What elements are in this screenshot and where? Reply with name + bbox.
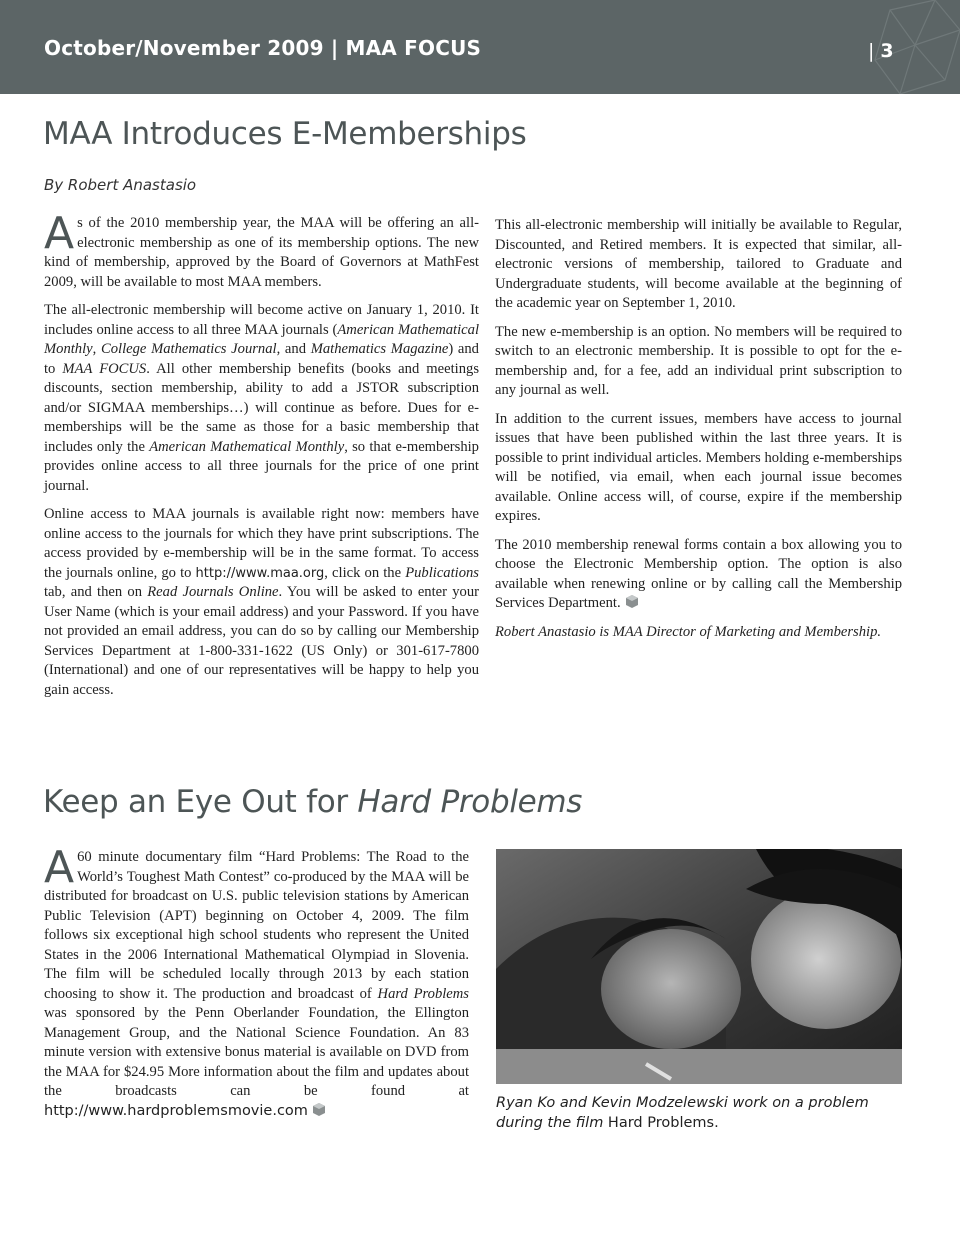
end-of-article-icon [625, 595, 639, 608]
paragraph-text: tab, and then on [44, 584, 148, 600]
article1-paragraph: In addition to the current issues, members have access to journal issues that have been published within the last three years. It is possible to print individual articles. Members holding e-memberships will be notified, via email, when each journal issue becomes available. Online access will, of course, expire if the membership expires. [495, 410, 902, 524]
article1-byline: By Robert Anastasio [44, 176, 197, 194]
article1-paragraph [44, 208, 479, 292]
article1-paragraph: This all-electronic membership will initially be available to Regular, Discounted, and Retired members. It is expected that similar, all-electronic versions of membership, tailored to Graduate and Undergraduate students, will become available at the beginning of the academic year on September 1, 2010. [495, 217, 902, 311]
caption-text: Ryan Ko and Kevin Modzelewski work on a problem during the film [496, 1095, 869, 1131]
paragraph-text: The all-electronic membership will become active on January 1, 2010. It includes online access to all three MAA journals ( [44, 302, 479, 338]
paragraph-text: , [92, 341, 101, 357]
journal-title: American Mathematical Monthly [44, 321, 479, 357]
paragraph-text: , so that e-membership provides online access to all three journals for the price of one print journal. [44, 438, 479, 494]
journal-title: American Mathematical Monthly [149, 438, 345, 455]
maa-url-link[interactable]: http://www.maa.org [195, 565, 325, 581]
page-number: 3 [880, 40, 894, 62]
film-url-link[interactable]: http://www.hardproblemsmovie.com [44, 1102, 308, 1119]
dropcap: A [44, 208, 75, 259]
article1-paragraph: The new e-membership is an option. No members will be required to switch to an electronic membership. It is possible to opt for the e-membership and, for a fee, add an individual print subscription to any journal as well. [495, 323, 902, 398]
page-number-block [868, 40, 894, 62]
journal-title: Mathematics Magazine [310, 341, 449, 357]
paragraph-text: , and [276, 341, 311, 357]
article1-paragraph [44, 301, 479, 496]
paragraph-text: s of the 2010 membership year, the MAA will be offering an all-electronic membership as one of its membership options. The new kind of membership, approved by the Board of Governors at MathFest 2009, will be available to most MAA members. [44, 215, 479, 290]
page-separator: | [868, 40, 875, 62]
paragraph-text: ) and to [44, 341, 479, 377]
film-title: Hard Problems [357, 784, 583, 820]
paragraph-text: 60 minute documentary film “Hard Problems: The Road to the World’s Toughest Math Contest” co-produced by the MAA will be distributed for broadcast on U.S. public television stations by American Public Television (APT) beginning on October 4, 2009. The film follows six exceptional high school students who represent the United States in the 2006 International Mathematical Olympiad in Slovenia. The film will be scheduled locally through 2013 by each station choosing to show it. The production and broadcast of [44, 849, 469, 1002]
students-photo [496, 849, 902, 1084]
paragraph-text: . All other membership benefits (books and meetings discounts, section membership, ability to add a JSTOR subscription and/or SIGMAA memberships…) will continue as before. Dues for e-memberships will be the same as those for a basic membership that includes only the [44, 360, 479, 455]
article1-paragraph [495, 536, 902, 614]
paragraph-text: . You will be asked to enter your User Name (which is your email address) and your Password. If you have not provided an email address, you can do so by calling our Membership Services Department at 1-800-331-1622 (US Only) or 301-617-7800 (International) and one of our representatives will be happy to help you gain access. [44, 584, 479, 698]
journal-title: College Mathematics Journal [101, 341, 277, 357]
article2-column [44, 842, 469, 1130]
film-title: Hard Problems [377, 985, 469, 1002]
paragraph-text: The 2010 membership renewal forms contain a box allowing you to choose the Electronic Membership option. The option is also available when renewing online or by calling call the Membership Services Department. [495, 536, 902, 611]
photo-caption [496, 1094, 902, 1133]
page-header [0, 0, 960, 94]
dropcap: A [44, 842, 75, 893]
paragraph-text: , click on the [324, 564, 406, 581]
title-text: Keep an Eye Out for [43, 784, 358, 820]
article1-title: MAA Introduces E-Memberships [43, 116, 527, 152]
journal-title: MAA FOCUS [62, 360, 147, 377]
photo-illustration [496, 849, 902, 1084]
article2-title [43, 784, 582, 820]
article1-left-column [44, 208, 479, 709]
paragraph-text: was sponsored by the Penn Oberlander Foundation, the Ellington Management Group, and the National Science Foundation. An 83 minute version with extensive bonus material is available on DVD from the MAA for $24.95 More information about the film and updates about the broadcasts can be found at [44, 1005, 469, 1099]
author-bio: Robert Anastasio is MAA Director of Marketing and Membership. [495, 623, 882, 640]
end-of-article-icon [312, 1103, 326, 1116]
issue-title: October/November 2009 | MAA FOCUS [44, 36, 482, 60]
menu-reference: Publications [405, 564, 479, 581]
article1-right-column [495, 216, 902, 651]
menu-reference: Read Journals Online [147, 584, 279, 600]
caption-film-title: Hard Problems. [607, 1114, 719, 1131]
paragraph-text: Online access to MAA journals is available right now: members have online access to the journals for which they have print subscriptions. The access provided by e-membership will be in the same format. To access the journals online, go to [44, 506, 479, 581]
article2-paragraph [44, 842, 469, 1121]
article1-paragraph [44, 505, 479, 700]
